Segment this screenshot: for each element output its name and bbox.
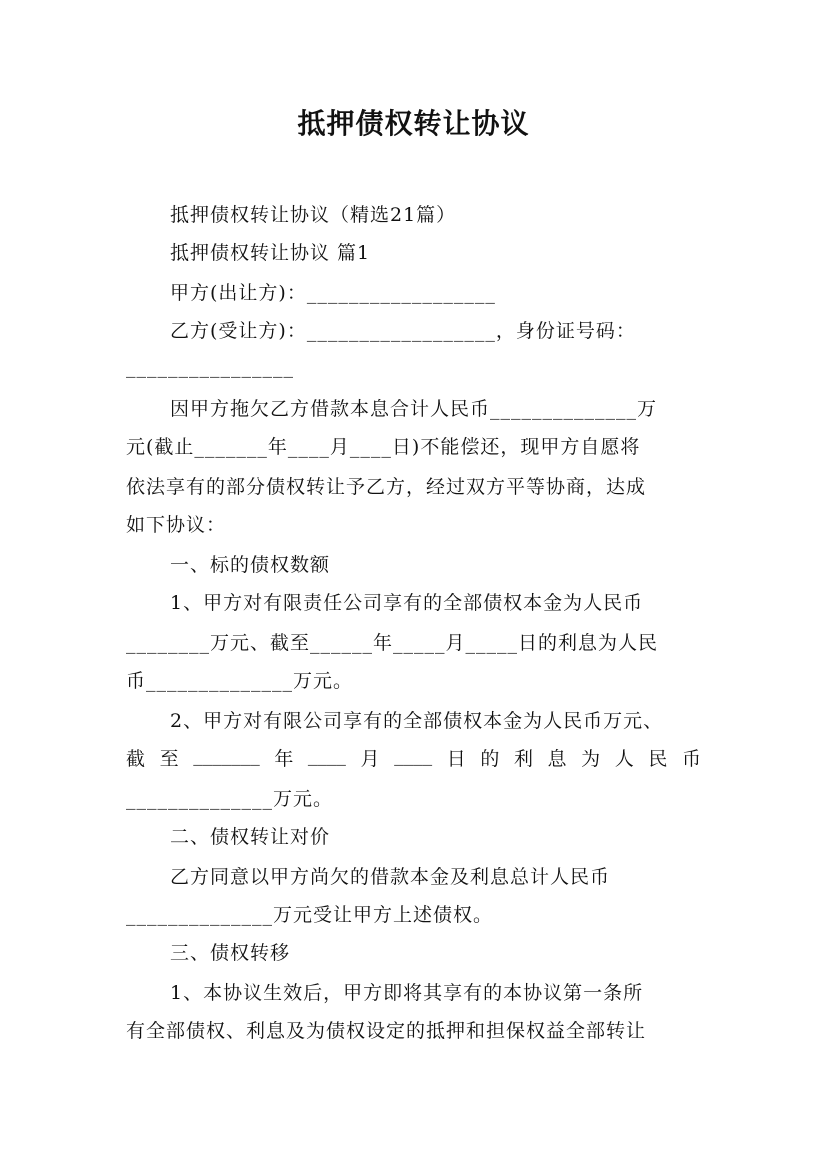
text-segment: 民 <box>648 748 668 770</box>
section-heading: 二、债权转让对价 <box>170 826 331 848</box>
paragraph-line: 2、甲方对有限公司享有的全部债权本金为人民币万元、 <box>170 710 664 732</box>
paragraph-line: 抵押债权转让协议（精选21篇） <box>170 204 457 226</box>
paragraph-line: ________万元、截至______年_____月_____日的利息为人民 <box>126 632 659 654</box>
party-b-line: 乙方(受让方)：__________________，身份证号码： <box>170 320 636 342</box>
text-segment: 至 <box>159 748 179 770</box>
paragraph-line: ______________万元受让甲方上述债权。 <box>126 904 494 926</box>
document-title: 抵押债权转让协议 <box>297 107 530 140</box>
paragraph-line: 依法享有的部分债权转让予乙方，经过双方平等协商，达成 <box>126 476 647 498</box>
blank-field: _______ <box>193 744 260 766</box>
text-segment: 为 <box>581 748 601 770</box>
id-number-blank: ________________ <box>126 356 294 378</box>
text-segment: 月 <box>360 748 380 770</box>
paragraph-line: 元(截止_______年____月____日)不能偿还，现甲方自愿将 <box>126 436 641 458</box>
text-segment: 人 <box>614 748 634 770</box>
text-segment: 日 <box>446 748 466 770</box>
paragraph-line: 乙方同意以甲方尚欠的借款本金及利息总计人民币 <box>170 866 611 888</box>
blank-field: ____ <box>307 744 346 766</box>
text-segment: 截 <box>126 748 146 770</box>
text-segment: 的 <box>480 748 500 770</box>
paragraph-line: 抵押债权转让协议 篇1 <box>170 242 371 264</box>
text-segment: 利 <box>513 748 533 770</box>
section-heading: 一、标的债权数额 <box>170 554 331 576</box>
text-segment: 年 <box>274 748 294 770</box>
section-heading: 三、债权转移 <box>170 942 291 964</box>
paragraph-line: 币______________万元。 <box>126 670 354 692</box>
paragraph-line: 1、本协议生效后，甲方即将其享有的本协议第一条所 <box>170 982 644 1004</box>
paragraph-line: 因甲方拖欠乙方借款本息合计人民币______________万 <box>170 398 658 420</box>
paragraph-line: ______________万元。 <box>126 788 334 810</box>
text-segment: 息 <box>547 748 567 770</box>
text-segment: 币 <box>681 748 701 770</box>
justified-line <box>126 744 701 771</box>
paragraph-line: 1、甲方对有限责任公司享有的全部债权本金为人民币 <box>170 592 644 614</box>
paragraph-line: 有全部债权、利息及为债权设定的抵押和担保权益全部转让 <box>126 1020 647 1042</box>
paragraph-line: 如下协议： <box>126 514 227 536</box>
party-a-line: 甲方(出让方)：__________________ <box>170 282 496 304</box>
blank-field: ____ <box>394 744 433 766</box>
